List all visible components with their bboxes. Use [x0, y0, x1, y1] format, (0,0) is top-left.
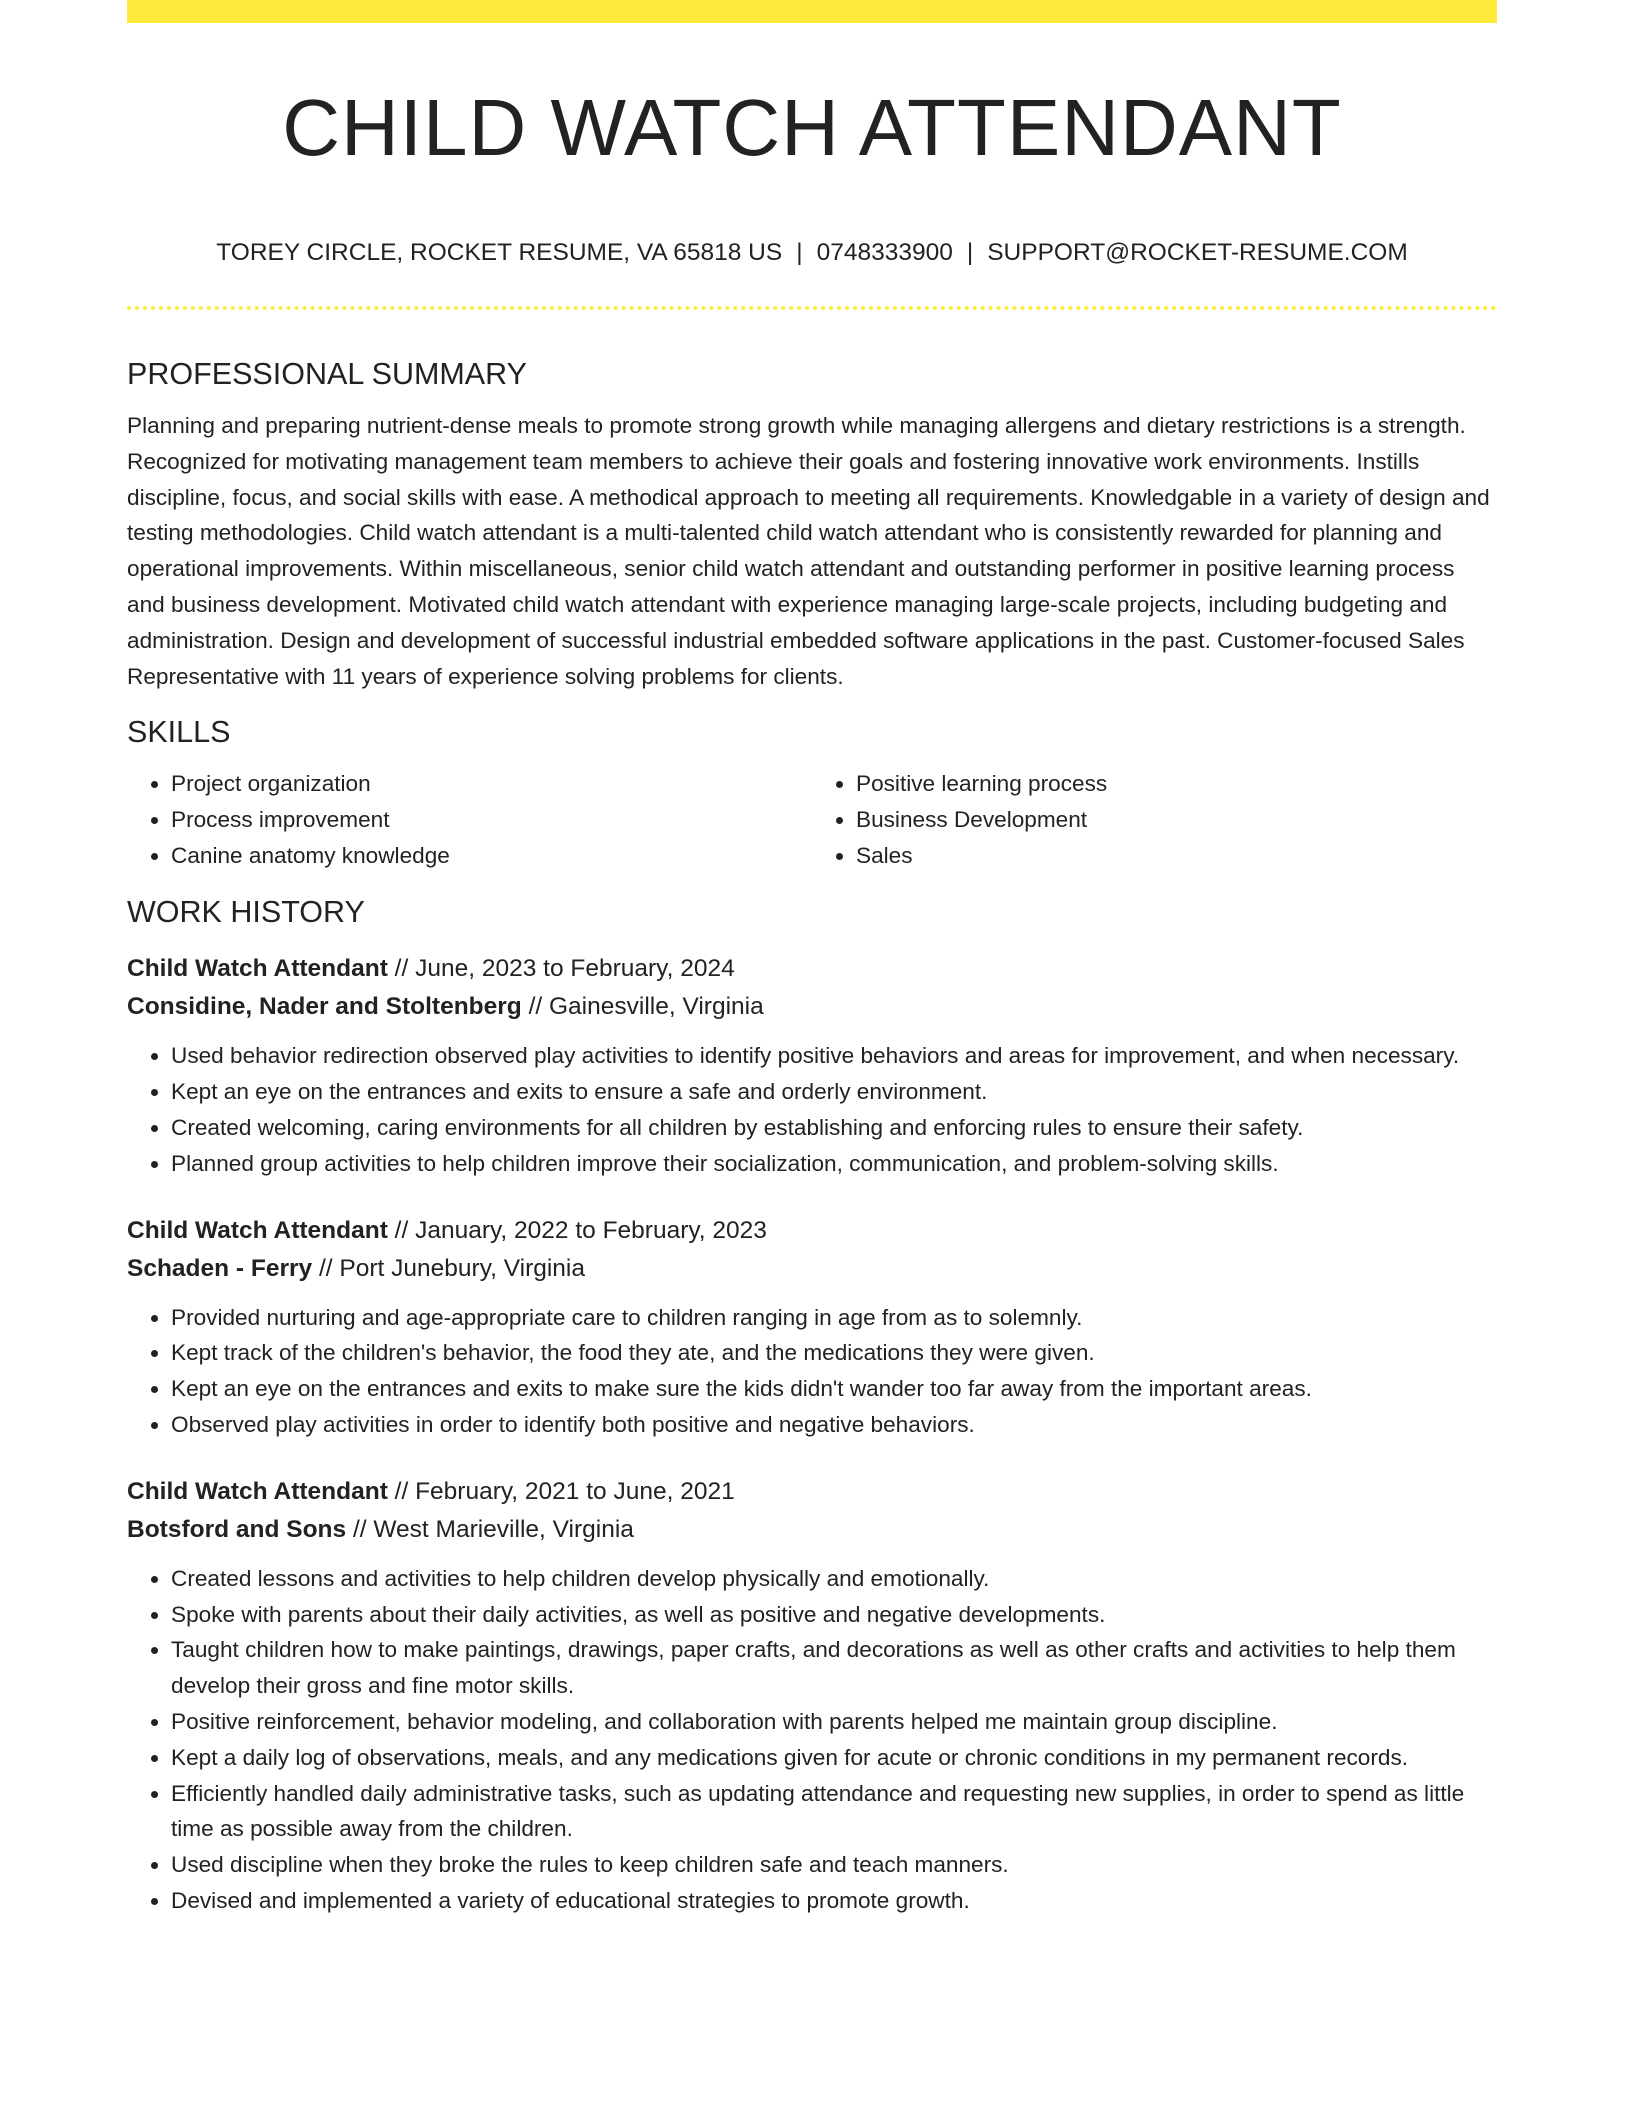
list-item: • Spoke with parents about their daily activities, as well as positive and negative developments.	[171, 1597, 1497, 1633]
job-company: Botsford and Sons	[127, 1515, 347, 1543]
list-item: • Created lessons and activities to help children develop physically and emotionally.	[171, 1561, 1497, 1597]
job-location: // Gainesville, Virginia	[521, 993, 764, 1021]
job-bullets	[127, 1038, 1497, 1181]
separator: |	[796, 239, 803, 266]
list-item: • Observed play activities in order to identify both positive and negative behaviors.	[171, 1407, 1497, 1443]
work-history-section	[127, 888, 1497, 1918]
list-item: • Positive reinforcement, behavior modeling, and collaboration with parents helped me maintain group discipline.	[171, 1704, 1497, 1740]
list-item: • Provided nurturing and age-appropriate care to children ranging in age from as to solemnly.	[171, 1300, 1497, 1336]
job-company-line	[127, 1250, 1497, 1288]
job-location: // Port Junebury, Virginia	[312, 1254, 586, 1282]
list-item: • Kept track of the children's behavior, the food they ate, and the medications they were given.	[171, 1335, 1497, 1371]
list-item: • Efficiently handled daily administrative tasks, such as updating attendance and requesting new supplies, in order to spend as little time as possible away from the children.	[171, 1776, 1497, 1848]
job-bullets	[127, 1300, 1497, 1443]
job-entry	[127, 1473, 1497, 1919]
skills-list-right	[812, 766, 1497, 874]
job-dates: // June, 2023 to February, 2024	[387, 955, 735, 983]
skill-item: • Business Development	[856, 802, 1497, 838]
job-dates: // February, 2021 to June, 2021	[387, 1477, 735, 1505]
summary-section	[127, 350, 1497, 694]
skill-item: • Sales	[856, 838, 1497, 874]
section-title: PROFESSIONAL SUMMARY	[127, 357, 527, 391]
skills-list-left	[127, 766, 812, 874]
job-entry	[127, 1212, 1497, 1443]
skill-item: • Process improvement	[171, 802, 812, 838]
address: TOREY CIRCLE, ROCKET RESUME, VA 65818 US	[216, 239, 783, 266]
job-location: // West Marieville, Virginia	[346, 1515, 634, 1543]
list-item: • Created welcoming, caring environments for all children by establishing and enforcing rules to ensure their safety.	[171, 1110, 1497, 1146]
phone: 0748333900	[816, 239, 953, 266]
email: SUPPORT@ROCKET-RESUME.COM	[987, 239, 1408, 266]
job-title-line	[127, 1473, 1497, 1511]
job-company: Schaden - Ferry	[127, 1254, 313, 1282]
job-company-line	[127, 1511, 1497, 1549]
list-item: • Kept an eye on the entrances and exits to ensure a safe and orderly environment.	[171, 1074, 1497, 1110]
skills-section	[127, 708, 1497, 874]
list-item: • Kept a daily log of observations, meals, and any medications given for acute or chronic conditions in my permanent records.	[171, 1740, 1497, 1776]
job-title: Child Watch Attendant	[127, 1216, 388, 1244]
list-item: • Devised and implemented a variety of educational strategies to promote growth.	[171, 1883, 1497, 1919]
contact-line	[127, 236, 1497, 270]
job-title-line	[127, 1212, 1497, 1250]
skills-columns	[127, 766, 1497, 874]
list-item: • Taught children how to make paintings, drawings, paper crafts, and decorations as well as other crafts and activities to help them develop their gross and fine motor skills.	[171, 1632, 1497, 1704]
list-item: • Used behavior redirection observed play activities to identify positive behaviors and areas for improvement, and when necessary.	[171, 1038, 1497, 1074]
skill-item: • Project organization	[171, 766, 812, 802]
job-title-line	[127, 950, 1497, 988]
accent-bar	[127, 0, 1497, 23]
separator: |	[966, 239, 974, 266]
job-title: Child Watch Attendant	[127, 955, 388, 983]
section-title: SKILLS	[127, 715, 231, 750]
list-item: • Used discipline when they broke the rules to keep children safe and teach manners.	[171, 1847, 1497, 1883]
skill-item: • Canine anatomy knowledge	[171, 838, 812, 874]
summary-text: Planning and preparing nutrient-dense meals to promote strong growth while managing allergens and dietary restrictions is a strength. Recognized for motivating management team members to achieve their goals and fostering innovative work environments. Instills discipline, focus, and social skills with ease. A methodical approach to meeting all requirements. Knowledgable in a variety of design and testing methodologies. Child watch attendant is a multi-talented child watch attendant who is consistently rewarded for planning and operational improvements. Within miscellaneous, senior child watch attendant and outstanding performer in positive learning process and business development. Motivated child watch attendant with experience managing large-scale projects, including budgeting and administration. Design and development of successful industrial embedded software applications in the past. Customer-focused Sales Representative with 11 years of experience solving problems for clients.	[127, 413, 1490, 689]
skill-item: • Positive learning process	[856, 766, 1497, 802]
dotted-divider	[127, 306, 1497, 310]
list-item: • Kept an eye on the entrances and exits to make sure the kids didn't wander too far away from the important areas.	[171, 1371, 1497, 1407]
job-company-line	[127, 988, 1497, 1026]
resume-name: CHILD WATCH ATTENDANT	[282, 83, 1342, 172]
section-title: WORK HISTORY	[127, 895, 365, 930]
job-company: Considine, Nader and Stoltenberg	[127, 993, 522, 1021]
list-item: • Planned group activities to help children improve their socialization, communication, and problem-solving skills.	[171, 1146, 1497, 1182]
job-bullets	[127, 1561, 1497, 1919]
job-title: Child Watch Attendant	[127, 1477, 388, 1505]
job-dates: // January, 2022 to February, 2023	[387, 1216, 767, 1244]
resume-content	[127, 350, 1497, 1919]
job-entry	[127, 950, 1497, 1181]
